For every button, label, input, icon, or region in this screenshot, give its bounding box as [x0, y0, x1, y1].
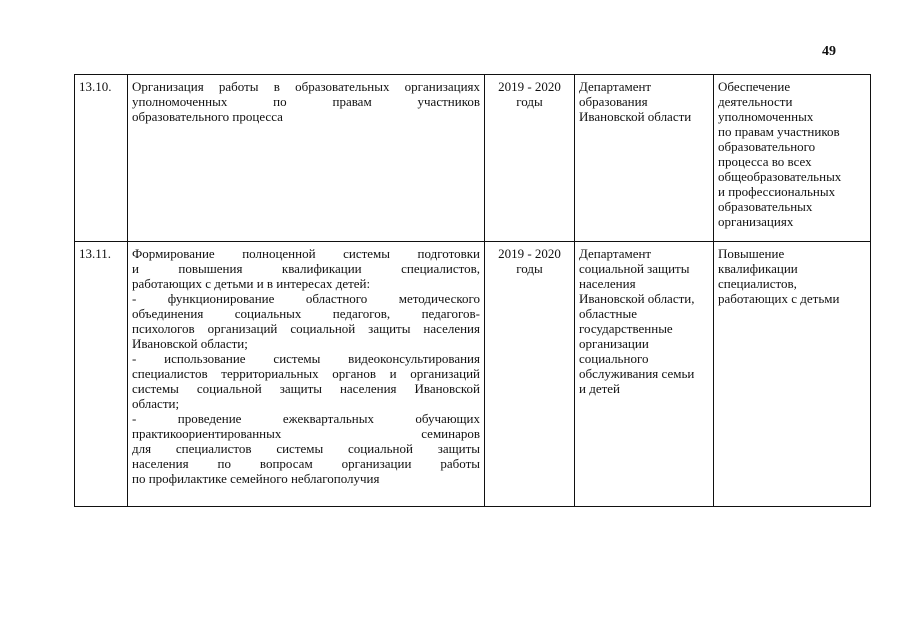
executor-line: образования	[579, 94, 648, 109]
item-number-cell: 13.11.	[75, 242, 128, 507]
result-line: деятельности	[718, 94, 793, 109]
term-line: 2019 - 2020	[498, 79, 561, 94]
activity-line: - проведение ежеквартальных обучающих	[132, 411, 480, 426]
executor-line: населения	[579, 276, 636, 291]
result-line: уполномоченных	[718, 109, 814, 124]
executor-line: организации	[579, 336, 649, 351]
result-line: образовательного	[718, 139, 816, 154]
item-number-cell: 13.10.	[75, 75, 128, 242]
activity-cell	[128, 242, 485, 507]
result-line: и профессиональных	[718, 184, 836, 199]
executor-line: Ивановской области	[579, 109, 692, 124]
activity-line: Ивановской области;	[132, 336, 248, 351]
activity-line: объединения социальных педагогов, педагогов-	[132, 306, 480, 321]
activity-line: Организация работы в образовательных организациях	[132, 79, 480, 94]
executor-line: и детей	[579, 381, 620, 396]
term-line: 2019 - 2020	[498, 246, 561, 261]
executor-cell	[575, 75, 714, 242]
result-cell	[714, 75, 871, 242]
activity-line: - функционирование областного методического	[132, 291, 480, 306]
activity-line: Формирование полноценной системы подготовки	[132, 246, 480, 261]
activity-line: практикоориентированных семинаров	[132, 426, 480, 441]
result-line: организациях	[718, 214, 794, 229]
activity-line: уполномоченных по правам участников	[132, 94, 480, 109]
executor-line: государственные	[579, 321, 673, 336]
activity-line: психологов организаций социальной защиты населения	[132, 321, 480, 336]
term-cell	[485, 75, 575, 242]
activity-line: - использование системы видеоконсультирования	[132, 351, 480, 366]
activity-line: населения по вопросам организации работы	[132, 456, 480, 471]
executor-line: социальной защиты	[579, 261, 690, 276]
activity-line: системы социальной защиты населения Ивановской	[132, 381, 480, 396]
result-line: по правам участников	[718, 124, 840, 139]
activity-line: области;	[132, 396, 180, 411]
executor-cell	[575, 242, 714, 507]
executor-line: Департамент	[579, 246, 652, 261]
activity-cell	[128, 75, 485, 242]
activity-line: специалистов территориальных органов и организаций	[132, 366, 480, 381]
term-line: годы	[516, 94, 543, 109]
result-line: образовательных	[718, 199, 813, 214]
activity-line: для специалистов системы социальной защиты	[132, 441, 480, 456]
result-line: общеобразовательных	[718, 169, 842, 184]
executor-line: областные	[579, 306, 637, 321]
activity-line: и повышения квалификации специалистов,	[132, 261, 480, 276]
executor-line: обслуживания семьи	[579, 366, 695, 381]
activity-line: образовательного процесса	[132, 109, 283, 124]
term-line: годы	[516, 261, 543, 276]
table-row	[75, 242, 871, 507]
table-row	[75, 75, 871, 242]
activity-line: по профилактике семейного неблагополучия	[132, 471, 380, 486]
page-number: 49	[822, 44, 836, 59]
term-cell	[485, 242, 575, 507]
activity-line: работающих с детьми и в интересах детей:	[132, 276, 371, 291]
executor-line: Ивановской области,	[579, 291, 695, 306]
result-line: квалификации	[718, 261, 798, 276]
result-line: Повышение	[718, 246, 785, 261]
result-line: Обеспечение	[718, 79, 791, 94]
result-line: специалистов,	[718, 276, 797, 291]
plan-table	[74, 74, 871, 507]
executor-line: Департамент	[579, 79, 652, 94]
result-line: работающих с детьми	[718, 291, 840, 306]
executor-line: социального	[579, 351, 649, 366]
result-line: процесса во всех	[718, 154, 812, 169]
result-cell	[714, 242, 871, 507]
